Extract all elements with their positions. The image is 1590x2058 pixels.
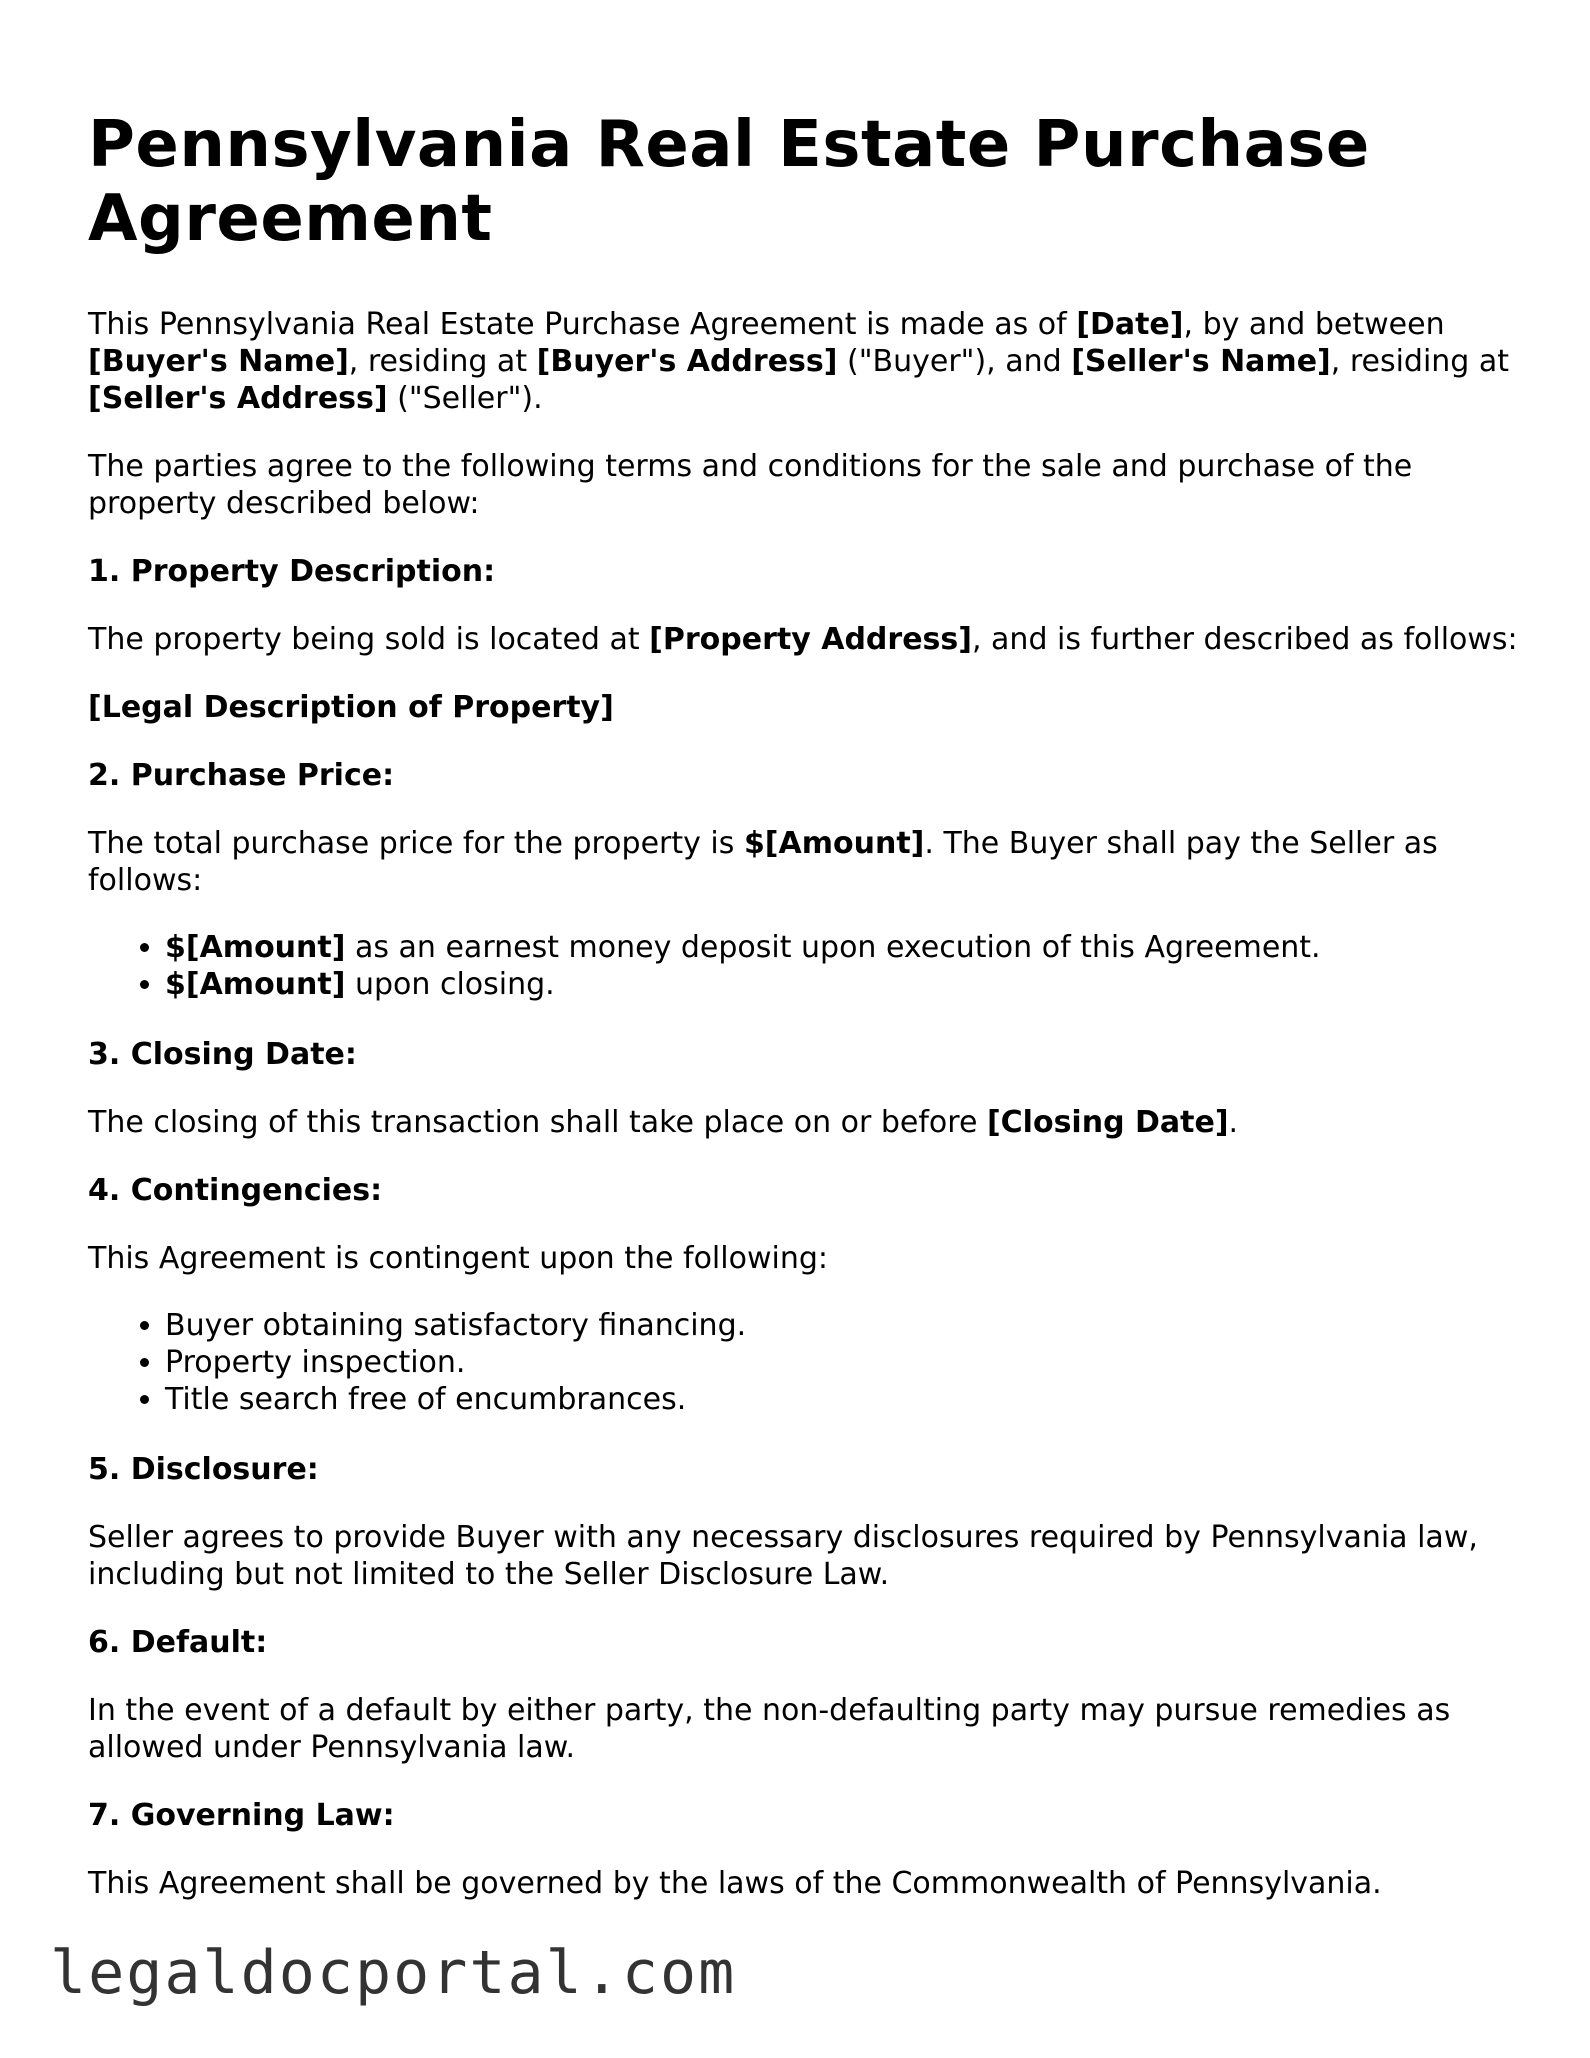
list-item: • Buyer obtaining satisfactory financing. — [165, 1307, 1518, 1344]
document-page — [88, 108, 1518, 1933]
closing-date-paragraph — [88, 1104, 1518, 1141]
disclosure-paragraph: Seller agrees to provide Buyer with any necessary disclosures required by Pennsylvania law, including but not limited to the Seller Disclosure Law. — [88, 1520, 1478, 1592]
list-item-text: upon closing. — [345, 967, 555, 1002]
section-text: The closing of this transaction shall take place on or before — [88, 1105, 987, 1140]
property-address-placeholder: [Property Address] — [649, 622, 972, 657]
section-text: The total purchase price for the property is — [88, 826, 744, 861]
list-item — [165, 966, 1518, 1003]
intro-text: , residing at — [348, 344, 537, 379]
payment-list — [88, 929, 1518, 1003]
intro-text: , by and between — [1183, 307, 1445, 342]
contingencies-paragraph: This Agreement is contingent upon the following: — [88, 1241, 828, 1276]
intro-text: , residing at — [1330, 344, 1510, 379]
section-text: . The Buyer shall pay the Seller as follows: — [88, 826, 1438, 898]
section-heading-property-description: 1. Property Description: — [88, 554, 496, 589]
purchase-amount-placeholder: $[Amount] — [743, 826, 925, 861]
document-title: Pennsylvania Real Estate Purchase Agreement — [88, 108, 1370, 256]
list-item: • Title search free of encumbrances. — [165, 1381, 1518, 1418]
deposit-amount-placeholder: $[Amount] — [165, 930, 346, 965]
intro-text: ("Seller"). — [387, 381, 543, 416]
section-heading-disclosure: 5. Disclosure: — [88, 1452, 319, 1487]
section-heading-purchase-price: 2. Purchase Price: — [88, 758, 395, 793]
legal-description-placeholder: [Legal Description of Property] — [88, 690, 614, 725]
list-item-text: as an earnest money deposit upon execution of this Agreement. — [345, 930, 1321, 965]
buyer-name-placeholder: [Buyer's Name] — [88, 344, 349, 379]
section-text: The property being sold is located at — [88, 622, 650, 657]
seller-address-placeholder: [Seller's Address] — [88, 381, 388, 416]
buyer-address-placeholder: [Buyer's Address] — [536, 344, 838, 379]
date-placeholder: [Date] — [1076, 307, 1184, 342]
contingencies-list — [88, 1307, 1518, 1418]
intro-paragraph — [88, 306, 1518, 417]
parties-agree-paragraph: The parties agree to the following terms and conditions for the sale and purchase of the property described below: — [88, 449, 1413, 521]
section-heading-governing-law: 7. Governing Law: — [88, 1798, 395, 1833]
default-paragraph: In the event of a default by either party, the non-defaulting party may pursue remedies as allowed under Pennsylvania law. — [88, 1693, 1451, 1765]
list-item — [165, 929, 1518, 966]
intro-text: This Pennsylvania Real Estate Purchase Agreement is made as of — [88, 307, 1077, 342]
section-text: , and is further described as follows: — [971, 622, 1518, 657]
intro-text: ("Buyer"), and — [837, 344, 1072, 379]
site-watermark: legaldocportal.com — [50, 1938, 737, 2008]
closing-date-placeholder: [Closing Date] — [986, 1105, 1229, 1140]
governing-law-paragraph: This Agreement shall be governed by the laws of the Commonwealth of Pennsylvania. — [88, 1866, 1382, 1901]
seller-name-placeholder: [Seller's Name] — [1071, 344, 1331, 379]
property-description-paragraph — [88, 621, 1518, 658]
purchase-price-paragraph — [88, 825, 1518, 899]
closing-amount-placeholder: $[Amount] — [165, 967, 346, 1002]
list-item: • Property inspection. — [165, 1344, 1518, 1381]
section-text: . — [1228, 1105, 1239, 1140]
section-heading-default: 6. Default: — [88, 1625, 268, 1660]
section-heading-contingencies: 4. Contingencies: — [88, 1173, 383, 1208]
section-heading-closing-date: 3. Closing Date: — [88, 1037, 357, 1072]
